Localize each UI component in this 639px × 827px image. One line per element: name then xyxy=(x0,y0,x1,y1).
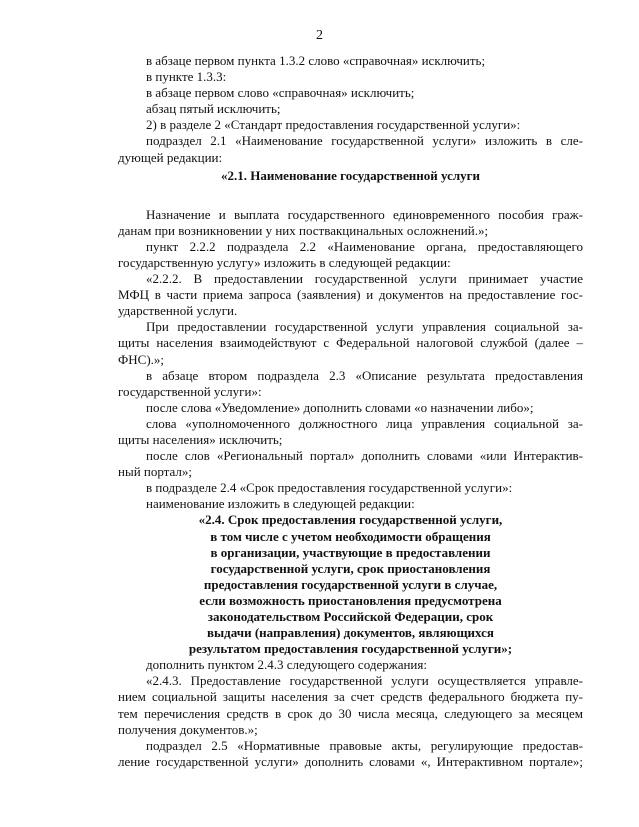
text-line: 2) в разделе 2 «Стандарт предоставления государственной услуги»: xyxy=(146,117,521,133)
text-line: выдачи (направления) документов, являющихся xyxy=(207,625,494,641)
text-line: в пункте 1.3.3: xyxy=(146,69,227,85)
text-line: ный портал»; xyxy=(118,464,193,480)
text-line: в абзаце первом слово «справочная» исключить; xyxy=(146,85,415,101)
text-line: в абзаце втором подраздела 2.3 «Описание результата предоставления xyxy=(146,367,583,383)
text-line: предоставления государственной услуги в случае, xyxy=(203,576,498,592)
text-line: законодательством Российской Федерации, срок xyxy=(207,609,494,624)
text-line: щиты населения взаимодействуют с Федеральной налоговой службой (далее – xyxy=(118,335,583,351)
document-body xyxy=(118,53,583,770)
text-line: ФНС).»; xyxy=(118,351,165,367)
text-line: «2.1. Наименование государственной услуги xyxy=(220,167,481,183)
text-line: государственную услугу» изложить в следующей редакции: xyxy=(118,254,451,270)
text-line: данам при возникновении у них поствакцинальных осложнений.»; xyxy=(118,222,489,238)
text-line: государственной услуги»: xyxy=(118,383,262,399)
text-line: тем перечисления средств в срок до 30 числа месяца, следующего за месяцем xyxy=(118,705,583,721)
text-line: ударственной услуги. xyxy=(118,303,238,319)
text-line: нием социальной защиты населения за счет средств федерального бюджета пу- xyxy=(118,689,583,705)
text-line: в организации, участвующие в предоставлении xyxy=(210,544,491,560)
text-line: государственной услуги, срок приостановления xyxy=(210,560,491,576)
text-line: результатом предоставления государственной услуги»; xyxy=(188,641,513,657)
text-line: ление государственной услуги» дополнить словами «, Интерактивном портале»; xyxy=(118,753,583,769)
text-line: При предоставлении государственной услуги управления социальной за- xyxy=(146,319,583,335)
text-line: «2.4.3. Предоставление государственной услуги осуществляется управле- xyxy=(146,673,583,689)
text-line: МФЦ в части приема запроса (заявления) и документов на предоставление гос- xyxy=(118,287,583,303)
text-line: в том числе с учетом необходимости обращения xyxy=(210,528,491,544)
text-line: пункт 2.2.2 подраздела 2.2 «Наименование органа, предоставляющего xyxy=(146,238,583,254)
text-line: щиты населения» исключить; xyxy=(118,431,283,447)
text-line: абзац пятый исключить; xyxy=(146,101,281,117)
text-line: в подразделе 2.4 «Срок предоставления государственной услуги»: xyxy=(146,480,513,496)
text-line: дополнить пунктом 2.4.3 следующего содержания: xyxy=(146,657,427,673)
text-line: подраздел 2.5 «Нормативные правовые акты, регулирующие предостав- xyxy=(146,737,583,753)
text-line: Назначение и выплата государственного единовременного пособия граж- xyxy=(146,206,583,222)
text-line: после слова «Уведомление» дополнить словами «о назначении либо»; xyxy=(146,399,534,415)
text-line: наименование изложить в следующей редакции: xyxy=(146,496,415,512)
text-line: слова «уполномоченного должностного лица управления социальной за- xyxy=(146,415,583,431)
page-number: 2 xyxy=(316,28,323,43)
text-line: «2.4. Срок предоставления государственной услуги, xyxy=(198,512,503,528)
text-line: получения документов.»; xyxy=(118,721,258,737)
text-line: подраздел 2.1 «Наименование государственной услуги» изложить в сле- xyxy=(146,133,583,149)
text-line: дующей редакции: xyxy=(118,149,223,165)
text-line: в абзаце первом пункта 1.3.2 слово «справочная» исключить; xyxy=(146,53,486,68)
text-line: «2.2.2. В предоставлении государственной услуги принимает участие xyxy=(146,271,583,287)
paragraph-gap xyxy=(118,188,583,207)
text-line: после слов «Региональный портал» дополнить словами «или Интерактив- xyxy=(146,448,583,464)
text-line: если возможность приостановления предусмотрена xyxy=(199,592,502,608)
